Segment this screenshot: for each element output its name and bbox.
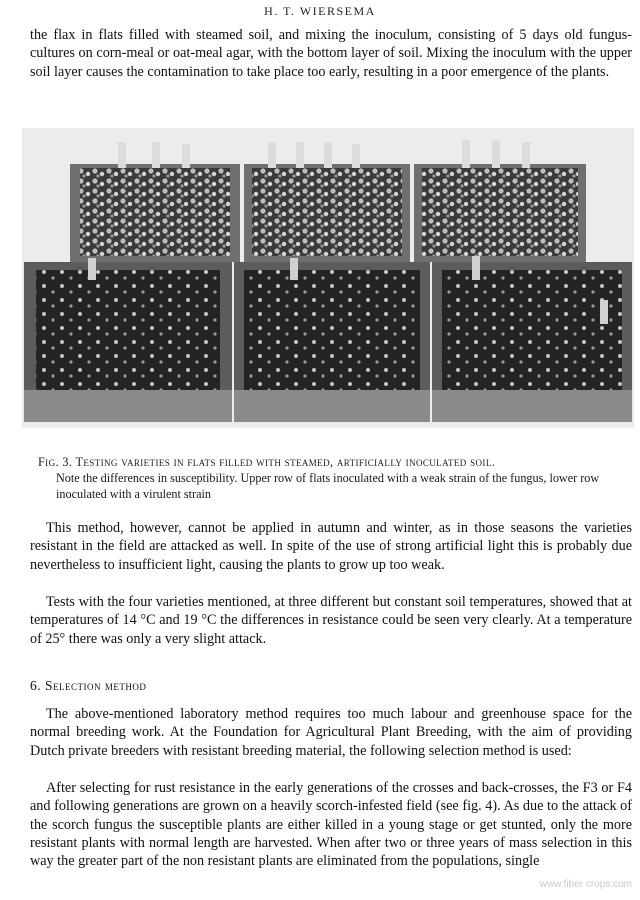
paragraph-method-limitation: This method, however, cannot be applied in autumn and winter, as in those seasons the varieties resistant in the field are attacked as well. In spite of the use of strong artificial light this is probably due nevertheless to insufficient light, causing the plants to grow up too weak. <box>30 520 632 573</box>
figure-photo-flats <box>22 128 634 428</box>
paragraph-selection-intro: The above-mentioned laboratory method requires too much labour and greenhouse space for the normal breeding work. At the Foundation for Agricultural Plant Breeding, with the aim of providing Dutch private breeders with resistant breeding material, the following selection method is used: <box>30 706 632 759</box>
flats-photo-illustration <box>22 128 634 428</box>
running-head: H. T. WIERSEMA <box>264 4 376 18</box>
figure-caption <box>38 454 632 502</box>
watermark: www.fiber crops.com <box>539 879 632 890</box>
paragraph-selection-detail: After selecting for rust resistance in the early generations of the crosses and back-crosses, the F3 or F4 and following generations are grown on a heavily scorch-infested field (see fig. 4). As due to the attack of the scorch fungus the susceptible plants are either killed in a young stage or get stunted, only the more resistant plants with normal length are harvested. When after two or three years of mass selection in this way the greater part of the non resistant plants are eliminated from the populations, single <box>30 780 632 870</box>
paragraph-temperature-tests: Tests with the four varieties mentioned, at three different but constant soil temperatures, showed that at temperatures of 14 °C and 19 °C the differences in resistance could be seen very clearly. At a temperature of 25° there was only a very slight attack. <box>30 594 632 647</box>
caption-label: Fig. 3. Testing varieties in flats filled with steamed, artificially inoculated soil. <box>38 455 496 469</box>
paragraph-intro: the flax in flats filled with steamed soil, and mixing the inoculum, consisting of 5 days old fungus-cultures on corn-meal or oat-meal agar, with the bottom layer of soil. Mixing the inoculum with the upper soil layer causes the contamination to take place too early, resulting in a poor emergence of the plants. <box>30 27 632 80</box>
caption-description: Note the differences in susceptibility. Upper row of flats inoculated with a weak strain of the fungus, lower row inoculated with a virulent strain <box>56 471 600 501</box>
section-heading: 6. Selection method <box>30 678 147 693</box>
